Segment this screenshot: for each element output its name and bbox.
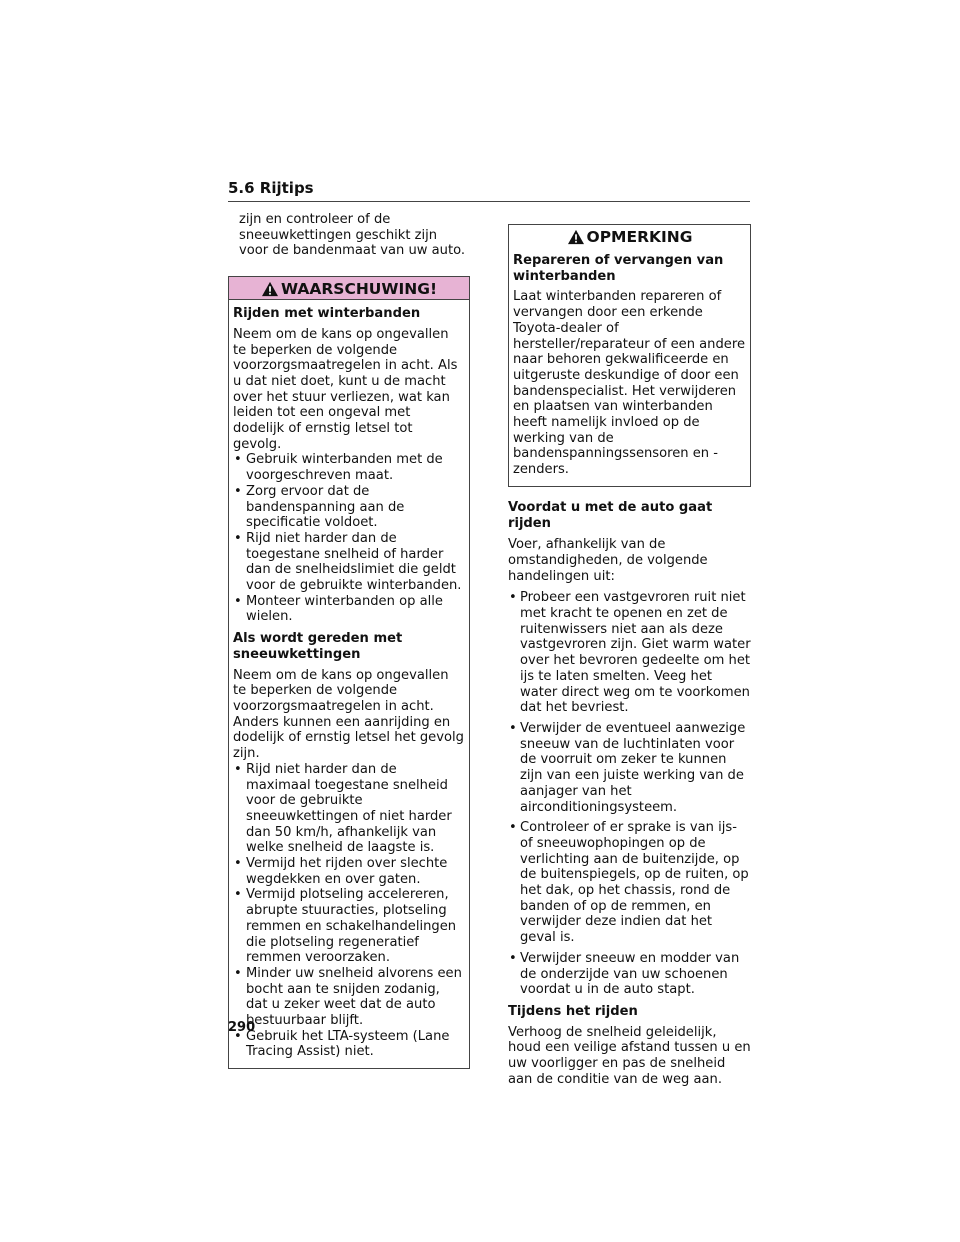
note-paragraph: Laat winterbanden repareren of vervangen door een erkende Toyota-dealer of hersteller/reparateur of een andere naar behoren gekwalificeerde en uitgeruste deskundige of door een bandenspecialist. Het verwijderen en plaatsen van winterbanden heeft namelijk invloed op de werking van de bandenspanningssensoren en -zenders. — [513, 289, 745, 478]
list-item: • Controleer of er sprake is van ijs- of sneeuwophopingen op de verlichting aan de buitenzijde, op de buitenspiegels, op de ruiten, op het dak, op het chassis, rond de banden of op de remmen, en verwijder deze indien dat het geval is. — [508, 820, 751, 946]
note-box — [508, 224, 751, 487]
list-item: • Rijd niet harder dan de maximaal toegestane snelheid voor de gebruikte sneeuwkettingen of niet harder dan 50 km/h, afhankelijk van welke snelheid de laagste is. — [233, 762, 464, 856]
note-label: OPMERKING — [586, 227, 693, 246]
list-item: • Vermijd het rijden over slechte wegdekken en over gaten. — [233, 856, 464, 887]
right-column — [508, 224, 751, 1087]
warning-header — [229, 277, 469, 300]
before-driving-title: Voordat u met de auto gaat rijden — [508, 499, 713, 531]
warning-label: WAARSCHUWING! — [280, 279, 438, 298]
warning-list-2 — [233, 762, 464, 1060]
list-item: • Vermijd plotseling accelereren, abrupte stuuracties, plotseling remmen en schakelhandelingen die plotseling regeneratief remmen veroorzaken. — [233, 887, 464, 966]
list-item: • Verwijder sneeuw en modder van de onderzijde van uw schoenen voordat u in de auto stapt. — [508, 951, 751, 998]
list-item: • Gebruik het LTA-systeem (Lane Tracing Assist) niet. — [233, 1029, 464, 1060]
warning-box — [228, 276, 470, 1069]
during-driving-title: Tijdens het rijden — [508, 1003, 638, 1019]
before-driving-list — [508, 590, 751, 998]
warning-heading-1: Rijden met winterbanden — [233, 306, 421, 322]
warning-heading-2: Als wordt gereden met sneeuwkettingen — [233, 631, 403, 662]
list-item: • Zorg ervoor dat de bandenspanning aan de specificatie voldoet. — [233, 484, 464, 531]
before-driving-intro: Voer, afhankelijk van de omstandigheden, de volgende handelingen uit: — [508, 537, 708, 584]
note-header — [509, 225, 750, 247]
list-item: • Gebruik winterbanden met de voorgeschreven maat. — [233, 452, 464, 483]
warning-list-1 — [233, 452, 464, 625]
list-item: • Verwijder de eventueel aanwezige sneeuw van de luchtinlaten voor de voorruit om zeker te kunnen zijn van een juiste werking van de aanjager van het airconditioningsysteem. — [508, 721, 751, 815]
warning-paragraph-2: Neem om de kans op ongevallen te beperken de volgende voorzorgsmaatregelen in acht. Anders kunnen een aanrijding en dodelijk of ernstig letsel het gevolg zijn. — [233, 667, 464, 762]
intro-text: zijn en controleer of de sneeuwkettingen geschikt zijn voor de bandenmaat van uw auto. — [239, 212, 466, 259]
page-number: 290 — [228, 1020, 256, 1035]
section-title: 5.6 Rijtips — [228, 178, 750, 202]
list-item: • Minder uw snelheid alvorens een bocht aan te snijden zodanig, dat u zeker weet dat de auto bestuurbaar blijft. — [233, 966, 464, 1029]
warning-icon — [261, 281, 279, 297]
warning-paragraph-1: Neem om de kans op ongevallen te beperken de volgende voorzorgsmaatregelen in acht. Als u dat niet doet, kunt u de macht over het stuur verliezen, wat kan leiden tot een ongeval met dodelijk of ernstig letsel tot gevolg. — [233, 326, 458, 452]
warning-icon — [567, 229, 585, 245]
left-column — [228, 212, 470, 1069]
list-item: • Monteer winterbanden op alle wielen. — [233, 594, 464, 625]
note-heading: Repareren of vervangen van winterbanden — [513, 253, 724, 284]
list-item: • Rijd niet harder dan de toegestane snelheid of harder dan de snelheidslimiet die geldt voor de gebruikte winterbanden. — [233, 531, 464, 594]
list-item: • Probeer een vastgevroren ruit niet met kracht te openen en zet de ruitenwissers niet aan als deze vastgevroren zijn. Giet warm water over het bevroren gedeelte om het ijs te laten smelten. Veeg het water direct weg om te voorkomen dat het bevriest. — [508, 590, 751, 716]
during-driving-text: Verhoog de snelheid geleidelijk, houd een veilige afstand tussen u en uw voorligger en pas de snelheid aan de conditie van de weg aan. — [508, 1024, 751, 1087]
